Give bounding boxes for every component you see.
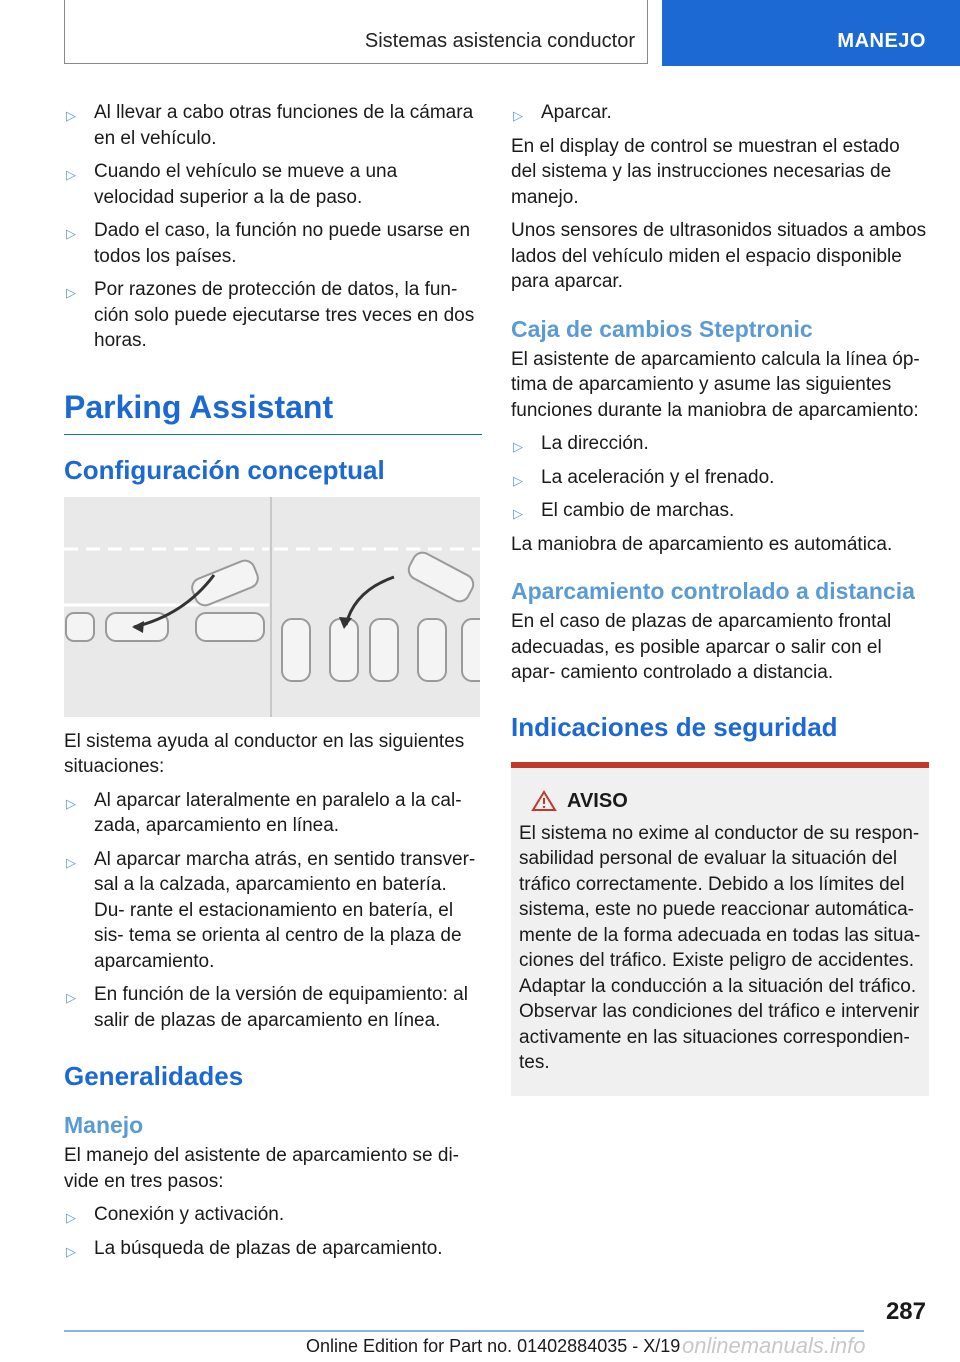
list-item: ▷ La dirección. [511, 431, 929, 457]
triangle-bullet-icon: ▷ [513, 472, 523, 488]
footer-divider [64, 1330, 864, 1332]
steps-list-continued [511, 100, 929, 126]
triangle-bullet-icon: ▷ [513, 506, 523, 521]
list-item: ▷ Al aparcar lateralmente en paralelo a la cal- zada, aparcamiento en línea. [66, 789, 462, 836]
triangle-bullet-icon: ▷ [66, 1243, 76, 1259]
triangle-bullet-icon: ▷ [66, 795, 76, 811]
list-item: ▷ Al llevar a cabo otras funciones de la cámara en el vehículo. [66, 102, 474, 149]
list-item: ▷ La búsqueda de plazas de aparcamiento. [64, 1236, 482, 1262]
list-item: ▷ Conexión y activación. [64, 1202, 482, 1228]
page-number: 287 [885, 1298, 926, 1325]
tab-label: MANEJO [837, 30, 926, 52]
steptronic-text: El asistente de aparcamiento calcula la línea óp- tima de aparcamiento y asume las siguientes funciones durante la maniobra de aparcamiento: [511, 348, 920, 421]
triangle-bullet-icon: ▷ [513, 108, 523, 123]
triangle-bullet-icon: ▷ [66, 226, 76, 241]
subsection-title-safety: Indicaciones de seguridad [511, 711, 838, 742]
list-item: ▷ Por razones de protección de datos, la fun- ción solo puede ejecutarse tres veces en dos horas. [66, 279, 475, 351]
sensors-text: Unos sensores de ultrasonidos situados a ambos lados del vehículo miden el espacio disponible para aparcar. [511, 220, 927, 292]
subsection-title-general: Generalidades [64, 1061, 244, 1091]
list-item: ▷ Al aparcar marcha atrás, en sentido transver- sal a la calzada, aparcamiento en batería. Du- rante el estacionamiento en batería, el sis- tema se orienta al centro de la plaza de aparcamiento. [66, 848, 476, 972]
section-title: Parking Assistant [64, 388, 482, 435]
warning-triangle-icon [531, 790, 557, 812]
intro-list [64, 100, 482, 354]
list-item: ▷ En función de la versión de equipamiento: al salir de plazas de aparcamiento en línea. [66, 984, 468, 1031]
subheading-remote: Aparcamiento controlado a distancia [511, 578, 915, 604]
manejo-text: El manejo del asistente de aparcamiento se di- vide en tres pasos: [64, 1145, 460, 1192]
list-item: ▷ Dado el caso, la función no puede usarse en todos los países. [66, 220, 471, 267]
steps-list [64, 1202, 482, 1261]
tab-manejo[interactable] [662, 0, 960, 66]
parking-illustration [64, 497, 480, 717]
header-section-title: Sistemas asistencia conductor [364, 30, 635, 52]
footer-watermark-logo: onlinemanuals.info [682, 1333, 866, 1358]
list-item: ▷ Cuando el vehículo se mueve a una velocidad superior a la de paso. [66, 161, 398, 208]
right-column [511, 100, 929, 1096]
list-item: ▷ El cambio de marchas. [511, 498, 929, 524]
triangle-bullet-icon: ▷ [66, 854, 76, 870]
triangle-bullet-icon: ▷ [66, 167, 76, 182]
remote-text: En el caso de plazas de aparcamiento frontal adecuadas, es posible aparcar o salir con el apar- camiento controlado a distancia. [511, 611, 892, 683]
triangle-bullet-icon: ▷ [66, 108, 76, 123]
triangle-bullet-icon: ▷ [66, 285, 76, 300]
list-item: ▷ Aparcar. [511, 100, 929, 126]
triangle-bullet-icon: ▷ [66, 990, 76, 1005]
header-box [64, 0, 648, 64]
subheading-manejo: Manejo [64, 1112, 144, 1138]
footer-edition: Online Edition for Part no. 01402884035 - X/19 [306, 1336, 681, 1356]
display-text: En el display de control se muestran el estado del sistema y las instrucciones necesarias de manejo. [511, 135, 900, 208]
triangle-bullet-icon: ▷ [66, 1210, 76, 1225]
left-column [64, 100, 482, 1269]
parking-diagram [64, 497, 480, 717]
situations-list [64, 788, 482, 1034]
steptronic-list [511, 431, 929, 524]
situations-intro: El sistema ayuda al conductor en las siguientes situaciones: [64, 730, 465, 777]
triangle-bullet-icon: ▷ [513, 439, 523, 454]
list-item: ▷ La aceleración y el frenado. [511, 465, 929, 491]
warning-box [511, 762, 929, 1096]
subheading-steptronic: Caja de cambios Steptronic [511, 315, 813, 342]
automatic-text: La maniobra de aparcamiento es automática. [511, 533, 893, 555]
warning-title: AVISO [567, 789, 628, 812]
subsection-title-concept: Configuración conceptual [64, 454, 385, 485]
warning-header [531, 790, 921, 813]
warning-text: El sistema no exime al conductor de su respon- sabilidad personal de evaluar la situación del tráfico correctamente. Debido a los límites del sistema, este no puede reaccionar automática- mente de la forma adecuada en todas las situa- ciones del tráfico. Existe peligro de accidentes. Adaptar la conducción a la situación del tráfico. Observar las condiciones del tráfico e intervenir activamente en las situaciones correspondien- tes. [519, 822, 921, 1073]
